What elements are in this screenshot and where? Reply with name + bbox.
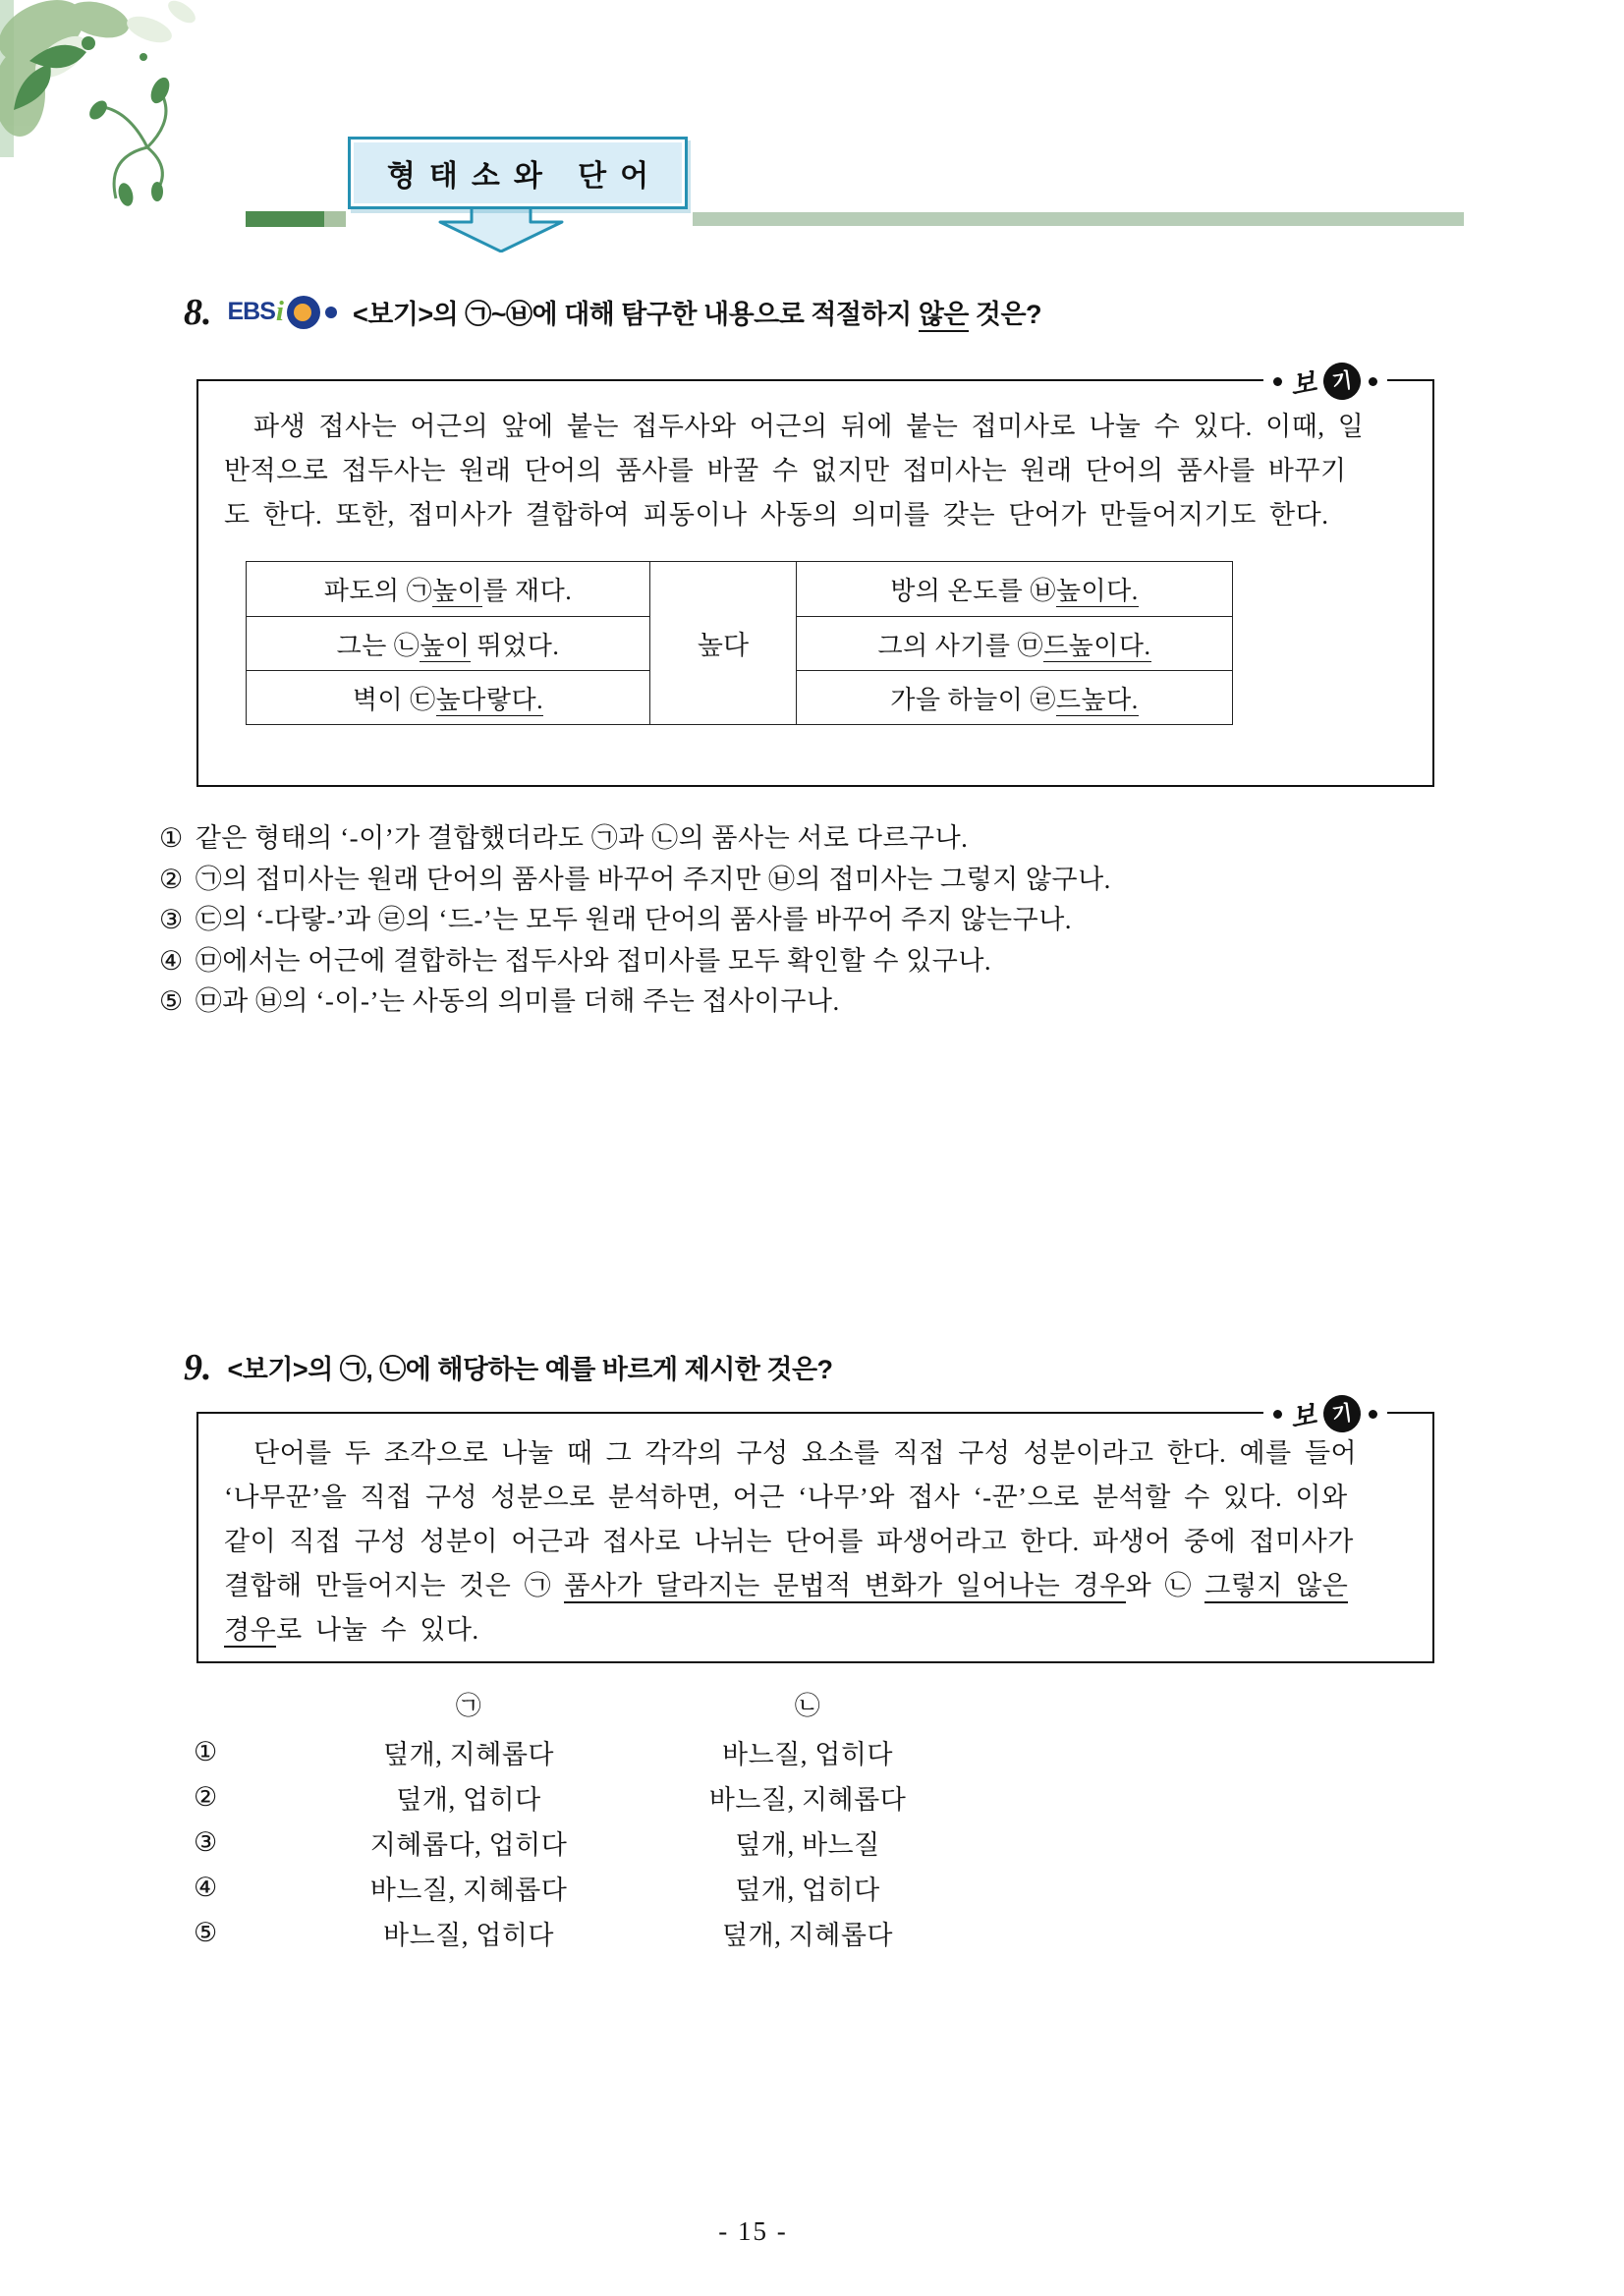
q9-box-line: ‘나무꾼’을 직접 구성 성분으로 분석하면, 어근 ‘나무’와 접사 ‘-꾼’으로 분석할 수 있다. 이와 [224, 1483, 1348, 1512]
question-8-stem [184, 293, 1041, 331]
q9-choice-5 [194, 1910, 970, 1955]
ebsi-logo-text: EBS [227, 298, 275, 325]
choice-marker: ④ [194, 1872, 218, 1902]
question-8-stem-text [353, 293, 1041, 331]
chapter-title: 형태소와 단어 [386, 160, 663, 193]
badge-dot-icon [1273, 1410, 1282, 1419]
ebsi-logo-dot-icon [325, 307, 337, 318]
q9-bogi-box [196, 1399, 1434, 1663]
q8-choice-5 [159, 981, 1111, 1023]
q9-box-line: 단어를 두 조각으로 나눌 때 그 각각의 구성 요소를 직접 구성 성분이라고 한다. 예를 들어 [253, 1438, 1358, 1468]
choice-marker: ⑤ [159, 986, 184, 1016]
badge-dot-icon [1369, 1410, 1377, 1419]
question-9-stem [184, 1348, 833, 1386]
choice-marker: ② [159, 864, 184, 894]
stem-text-post: 것은? [968, 300, 1042, 329]
choice-marker: ② [194, 1781, 218, 1812]
table-cell: 그의 사기를 ㉤드높이다. [797, 616, 1232, 670]
q9-column-headers [194, 1678, 970, 1729]
ebsi-logo [228, 296, 337, 329]
table-cell: 그는 ㉡높이 뛰었다. [247, 616, 649, 670]
q9-col-header-b: ㉡ [794, 1691, 821, 1720]
q8-box-line: 반적으로 접두사는 원래 단어의 품사를 바꿀 수 없지만 접미사는 원래 단어의 품사를 바꾸기 [224, 456, 1347, 485]
choice-marker: ④ [159, 945, 184, 976]
choice-text: ㉤에서는 어근에 결합하는 접두사와 접미사를 모두 확인할 수 있구나. [195, 945, 992, 976]
choice-text: 같은 형태의 ‘-이’가 결합했더라도 ㉠과 ㉡의 품사는 서로 다르구나. [195, 823, 969, 853]
badge-bo-glyph: 보 [1287, 1399, 1318, 1433]
q9-box-line: 결합해 만들어지는 것은 ㉠ 품사가 달라지는 문법적 변화가 일어나는 경우와 ㉡ 그렇지 않은 [224, 1564, 1407, 1608]
choice-text: ㉠의 접미사는 원래 단어의 품사를 바꾸어 주지만 ㉥의 접미사는 그렇지 않구나. [195, 864, 1111, 894]
choice-col-a: 덮개, 업히다 [396, 1784, 541, 1815]
q9-answer-table [194, 1678, 970, 1955]
badge-dot-icon [1273, 377, 1282, 386]
accent-bar-wide-sage [693, 212, 1464, 226]
table-cell: 벽이 ㉢높다랗다. [247, 670, 649, 724]
q8-bogi-badge [1263, 360, 1387, 403]
q9-choice-4 [194, 1865, 970, 1910]
q8-choice-2 [159, 860, 1111, 901]
q8-choices [159, 818, 1111, 1023]
badge-bo-glyph: 보 [1287, 366, 1318, 401]
q9-choice-2 [194, 1774, 970, 1820]
choice-col-b: 덮개, 업히다 [735, 1875, 880, 1905]
badge-gi-circle-icon: 기 [1321, 361, 1364, 403]
q8-choice-1 [159, 818, 1111, 860]
stem-text-underlined: 않은 [919, 300, 969, 332]
badge-dot-icon [1369, 377, 1377, 386]
q8-bogi-box [196, 366, 1434, 787]
table-left-column [247, 562, 649, 724]
table-cell: 가을 하늘이 ㉣드높다. [797, 670, 1232, 724]
choice-col-a: 지혜롭다, 업히다 [369, 1829, 568, 1860]
choice-marker: ⑤ [194, 1917, 218, 1947]
table-cell: 방의 온도를 ㉥높이다. [890, 577, 1139, 605]
q9-col-header-a: ㉠ [455, 1691, 482, 1720]
q9-choice-3 [194, 1820, 970, 1865]
choice-col-b: 덮개, 바느질 [735, 1829, 880, 1860]
q8-box-line: 도 한다. 또한, 접미사가 결합하여 피동이나 사동의 의미를 갖는 단어가 만들어지기도 한다. [224, 500, 1329, 530]
table-center-cell: 높다 [649, 562, 797, 724]
q8-choice-4 [159, 941, 1111, 982]
table-right-column [797, 562, 1232, 724]
table-cell: 파도의 ㉠높이를 재다. [323, 577, 573, 605]
chapter-down-arrow-icon [432, 207, 570, 252]
badge-gi-circle-icon: 기 [1321, 1393, 1364, 1435]
q9-choice-1 [194, 1729, 970, 1774]
q8-box-line: 파생 접사는 어근의 앞에 붙는 접두사와 어근의 뒤에 붙는 접미사로 나눌 수 있다. 이때, 일 [253, 412, 1365, 441]
choice-col-a: 바느질, 업히다 [383, 1920, 554, 1950]
q8-choice-3 [159, 900, 1111, 941]
q9-box-line: 같이 직접 구성 성분이 어근과 접사로 나뉘는 단어를 파생어라고 한다. 파생어 중에 접미사가 [224, 1527, 1354, 1556]
q8-example-table [246, 561, 1233, 725]
accent-bar-dark-green [246, 211, 324, 227]
question-9-number: 9. [184, 1346, 212, 1388]
q9-box-line: 경우로 나눌 수 있다. [224, 1608, 1407, 1652]
page-number: - 15 - [718, 2216, 788, 2246]
accent-bar-light-green [324, 211, 346, 227]
choice-marker: ③ [159, 905, 184, 934]
choice-marker: ① [159, 823, 184, 853]
choice-col-b: 바느질, 업히다 [722, 1739, 893, 1769]
ebsi-logo-i: i [275, 296, 284, 327]
choice-col-b: 바느질, 지혜롭다 [708, 1784, 907, 1815]
choice-marker: ① [194, 1736, 218, 1766]
question-8-number: 8. [184, 291, 212, 333]
choice-text: ㉢의 ‘-다랗-’과 ㉣의 ‘드-’는 모두 원래 단어의 품사를 바꾸어 주지 않는구나. [195, 905, 1073, 934]
choice-col-a: 바느질, 지혜롭다 [369, 1875, 568, 1905]
choice-col-b: 덮개, 지혜롭다 [722, 1920, 893, 1950]
choice-marker: ③ [194, 1826, 218, 1857]
choice-text: ㉤과 ㉥의 ‘-이-’는 사동의 의미를 더해 주는 접사이구나. [195, 986, 840, 1016]
question-9-stem-text: <보기>의 ㉠, ㉡에 해당하는 예를 바르게 제시한 것은? [227, 1355, 833, 1384]
chapter-title-box [348, 137, 688, 209]
q9-bogi-badge [1263, 1392, 1387, 1435]
stem-text-pre: <보기>의 ㉠~㉥에 대해 탐구한 내용으로 적절하지 [352, 300, 919, 329]
floral-decoration [0, 0, 246, 246]
ebsi-logo-globe-icon [287, 296, 320, 329]
choice-col-a: 덮개, 지혜롭다 [383, 1739, 554, 1769]
